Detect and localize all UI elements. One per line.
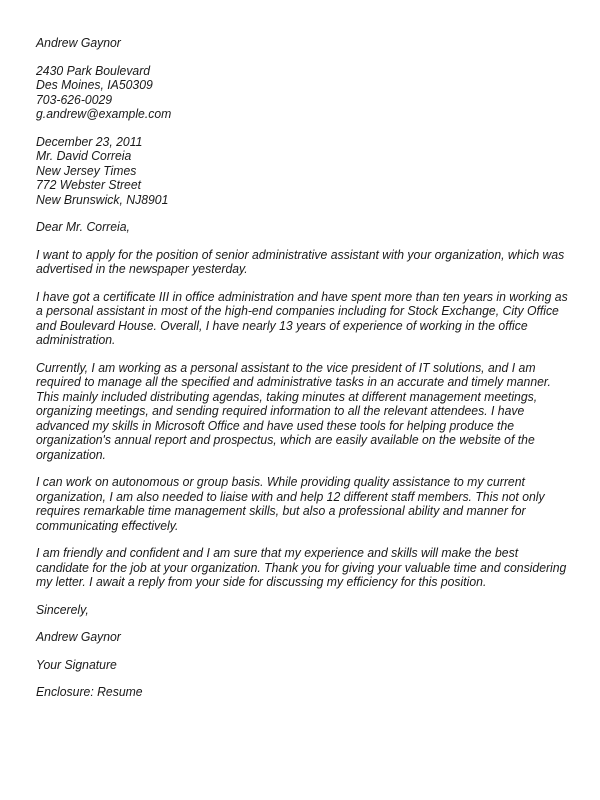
paragraph-line: communicating effectively. xyxy=(36,518,179,533)
paragraph-line: I can work on autonomous or group basis. While providing quality assistance to my current xyxy=(36,475,525,489)
recipient-street: 772 Webster Street xyxy=(36,178,142,192)
paragraph-5 xyxy=(36,546,567,590)
paragraph-line: my letter. I await a reply from your side for discussing my efficiency for this position. xyxy=(36,575,487,589)
paragraph-line: and Boulevard House. Overall, I have nearly 13 years of experience of working in the office xyxy=(36,318,528,333)
letter-date: December 23, 2011 xyxy=(36,134,143,149)
paragraph-1 xyxy=(36,247,565,277)
cover-letter xyxy=(36,36,568,700)
sender-street: 2430 Park Boulevard xyxy=(36,63,151,78)
closing-text: Sincerely, xyxy=(36,602,89,617)
paragraph-2 xyxy=(36,289,568,348)
sender-city: Des Moines, IA50309 xyxy=(36,78,153,92)
signature-name-block xyxy=(36,630,556,645)
recipient-block xyxy=(36,135,556,208)
paragraph-line: administration. xyxy=(36,333,116,347)
sender-phone: 703-626-0029 xyxy=(36,92,113,107)
paragraph-line: I am friendly and confident and I am sure that my experience and skills will make the best xyxy=(36,546,519,560)
paragraph-line: organization's annual report and prospectus, which are easily available on the website of the xyxy=(36,433,535,447)
sender-name-block xyxy=(36,36,556,51)
paragraph-line: organization. xyxy=(36,447,106,462)
recipient-city: New Brunswick, NJ8901 xyxy=(36,192,169,207)
sender-name: Andrew Gaynor xyxy=(36,36,121,50)
sender-email: g.andrew@example.com xyxy=(36,107,172,121)
paragraph-4 xyxy=(36,475,556,533)
salutation-text: Dear Mr. Correia, xyxy=(36,220,130,234)
paragraph-line: organization, I am also needed to liaise with and help 12 different staff members. This not only xyxy=(36,489,545,504)
paragraph-line: I have got a certificate III in office administration and have spent more than ten years in working as xyxy=(36,289,568,304)
closing xyxy=(36,603,556,618)
sender-address xyxy=(36,64,556,122)
signature-name: Andrew Gaynor xyxy=(36,630,121,644)
recipient-name: Mr. David Correia xyxy=(36,149,132,163)
paragraph-line: candidate for the job at your organization. Thank you for giving your valuable time and considering xyxy=(36,560,567,575)
salutation xyxy=(36,220,556,235)
paragraph-line: I want to apply for the position of senior administrative assistant with your organization, which was xyxy=(36,247,565,262)
paragraph-line: This mainly included distributing agendas, taking minutes at different management meetings, xyxy=(36,389,538,404)
paragraph-line: advertised in the newspaper yesterday. xyxy=(36,262,248,276)
recipient-company: New Jersey Times xyxy=(36,163,137,178)
paragraph-line: advanced my skills in Microsoft Office and have used these tools for helping produce the xyxy=(36,418,515,433)
paragraph-line: a personal assistant in most of the high-end companies including for Stock Exchange, City Office xyxy=(36,304,559,318)
paragraph-line: required to manage all the specified and administrative tasks in an accurate and timely manner. xyxy=(36,375,551,389)
signature-placeholder: Your Signature xyxy=(36,657,117,672)
paragraph-line: requires remarkable time management skills, but also a professional ability and manner for xyxy=(36,504,526,518)
paragraph-line: Currently, I am working as a personal assistant to the vice president of IT solutions, and I am xyxy=(36,360,536,375)
enclosure-note: Enclosure: Resume xyxy=(36,685,143,699)
enclosure-block xyxy=(36,685,556,700)
signature-placeholder-block xyxy=(36,658,556,673)
paragraph-3 xyxy=(36,361,556,463)
paragraph-line: organizing meetings, and sending required information to all the relevant attendees. I have xyxy=(36,404,525,418)
